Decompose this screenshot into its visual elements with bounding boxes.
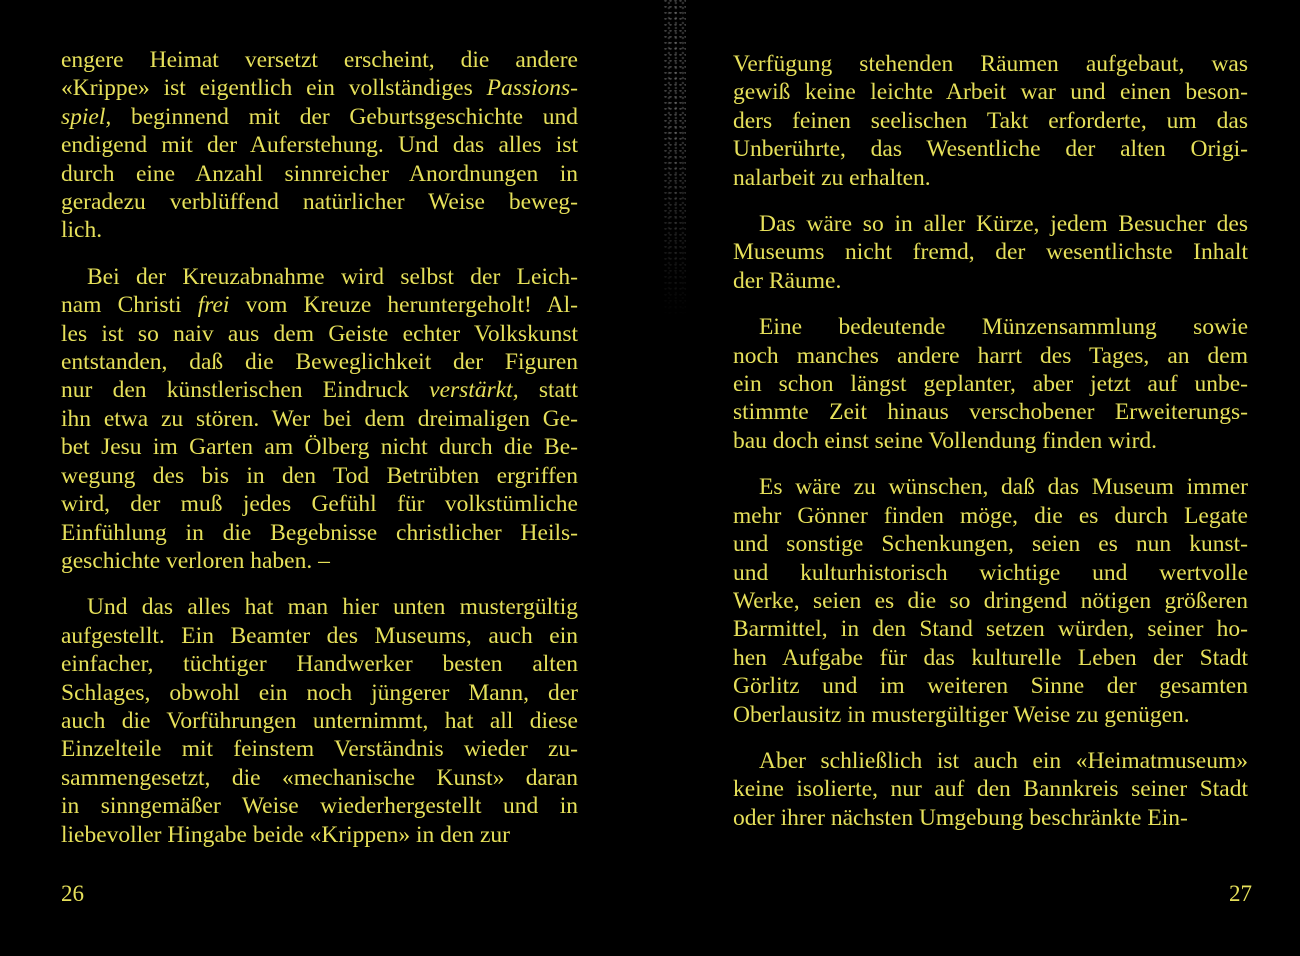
text-line bbox=[733, 370, 1248, 398]
text-line bbox=[61, 519, 578, 547]
left-paragraph bbox=[61, 593, 578, 849]
text-line bbox=[61, 593, 578, 621]
text-line bbox=[61, 46, 578, 74]
text-segment: ihn etwa zu stören. Wer bei dem dreimaligen Ge- bbox=[61, 405, 578, 432]
text-line bbox=[733, 644, 1248, 672]
text-segment: Bei der Kreuzabnahme wird selbst der Leich- bbox=[87, 263, 578, 290]
text-line bbox=[733, 342, 1248, 370]
text-segment: auch die Vorführungen unternimmt, hat all diese bbox=[61, 707, 578, 734]
text-segment: Werke, seien es die so dringend nötigen größeren bbox=[733, 587, 1248, 614]
text-line bbox=[61, 320, 578, 348]
text-line bbox=[733, 313, 1248, 341]
text-segment: lich. bbox=[61, 217, 103, 244]
text-line bbox=[61, 707, 578, 735]
text-line bbox=[733, 398, 1248, 426]
text-line bbox=[733, 804, 1248, 832]
text-segment: Und das alles hat man hier unten mustergültig bbox=[87, 594, 578, 621]
text-segment: «Krippe» ist eigentlich ein vollständiges bbox=[61, 75, 487, 102]
text-line bbox=[733, 502, 1248, 530]
text-segment: Barmittel, in den Stand setzen würden, seiner ho- bbox=[733, 616, 1248, 643]
text-line bbox=[733, 164, 1248, 192]
right-page-number: 27 bbox=[1229, 881, 1252, 906]
text-segment: gewiß keine leichte Arbeit war und einen beson- bbox=[733, 79, 1248, 106]
text-segment: oder ihrer nächsten Umgebung beschränkte Ein- bbox=[733, 804, 1188, 831]
text-segment: sammengesetzt, die «mechanische Kunst» daran bbox=[61, 764, 578, 791]
text-segment: stimmte Zeit hinaus verschobener Erweiterungs- bbox=[733, 399, 1248, 426]
text-line bbox=[733, 559, 1248, 587]
text-segment: Museums nicht fremd, der wesentlichste Inhalt bbox=[733, 239, 1248, 266]
right-paragraph bbox=[733, 50, 1248, 192]
right-paragraph bbox=[733, 313, 1248, 455]
text-segment: durch eine Anzahl sinnreicher Anordnungen in bbox=[61, 160, 578, 187]
text-line bbox=[61, 622, 578, 650]
text-segment: Einfühlung in die Begebnisse christlicher Heils- bbox=[61, 519, 578, 546]
text-line bbox=[733, 238, 1248, 266]
text-segment: Verfügung stehenden Räumen aufgebaut, was bbox=[733, 51, 1248, 77]
right-paragraph bbox=[733, 473, 1248, 729]
text-line bbox=[61, 650, 578, 678]
text-segment: einfacher, tüchtiger Handwerker besten alten bbox=[61, 651, 578, 678]
text-segment: nur den künstlerischen Eindruck bbox=[61, 377, 430, 404]
text-segment: Oberlausitz in mustergültiger Weise zu genügen. bbox=[733, 701, 1190, 728]
left-paragraph bbox=[61, 46, 578, 245]
text-segment: hen Aufgabe für das kulturelle Leben der Stadt bbox=[733, 644, 1248, 671]
right-page bbox=[650, 0, 1300, 956]
text-segment: in sinngemäßer Weise wiederhergestellt und in bbox=[61, 793, 578, 820]
right-page-text bbox=[733, 50, 1248, 850]
text-segment: aufgestellt. Ein Beamter des Museums, auch ein bbox=[61, 622, 578, 649]
text-segment: und kulturhistorisch wichtige und wertvolle bbox=[733, 559, 1248, 586]
text-line bbox=[61, 547, 578, 575]
text-line bbox=[733, 615, 1248, 643]
text-line bbox=[61, 131, 578, 159]
text-line bbox=[733, 530, 1248, 558]
text-segment: entstanden, daß die Beweglichkeit der Figuren bbox=[61, 349, 578, 376]
text-line bbox=[61, 188, 578, 216]
text-line bbox=[61, 792, 578, 820]
italic-text: Passions- bbox=[486, 75, 578, 102]
text-segment: bau doch einst seine Vollendung finden wird. bbox=[733, 427, 1158, 454]
text-line bbox=[733, 107, 1248, 135]
text-line bbox=[733, 50, 1248, 78]
text-segment: Görlitz und im weiteren Sinne der gesamten bbox=[733, 673, 1248, 700]
italic-text: verstärkt, bbox=[429, 377, 519, 404]
text-segment: Unberührte, das Wesentliche der alten Origi- bbox=[733, 136, 1248, 163]
right-paragraph bbox=[733, 210, 1248, 295]
text-segment: Einzelteile mit feinstem Verständnis wieder zu- bbox=[61, 736, 578, 763]
text-line bbox=[61, 263, 578, 291]
text-segment: nalarbeit zu erhalten. bbox=[733, 164, 931, 191]
left-page-number: 26 bbox=[61, 881, 84, 906]
text-line bbox=[733, 701, 1248, 729]
text-line bbox=[733, 672, 1248, 700]
text-segment: vom Kreuze heruntergeholt! Al- bbox=[229, 292, 578, 319]
text-segment: wird, der muß jedes Gefühl für volkstümliche bbox=[61, 491, 578, 518]
text-line bbox=[733, 210, 1248, 238]
text-segment: liebevoller Hingabe beide «Krippen» in den zur bbox=[61, 821, 510, 848]
text-line bbox=[61, 490, 578, 518]
text-line bbox=[733, 427, 1248, 455]
text-line bbox=[61, 291, 578, 319]
text-line bbox=[61, 74, 578, 102]
text-segment: mehr Gönner finden möge, die es durch Legate bbox=[733, 502, 1248, 529]
text-line bbox=[61, 462, 578, 490]
text-line bbox=[61, 821, 578, 849]
italic-text: frei bbox=[197, 292, 230, 319]
text-line bbox=[61, 764, 578, 792]
text-line bbox=[733, 775, 1248, 803]
text-line bbox=[61, 376, 578, 404]
text-segment: les ist so naiv aus dem Geiste echter Volkskunst bbox=[61, 320, 578, 347]
text-segment: Schlages, obwohl ein noch jüngerer Mann, der bbox=[61, 679, 578, 706]
text-line bbox=[61, 679, 578, 707]
text-segment: nam Christi bbox=[61, 292, 198, 319]
text-segment: endigend mit der Auferstehung. Und das alles ist bbox=[61, 132, 578, 159]
text-line bbox=[61, 433, 578, 461]
text-segment: wegung des bis in den Tod Betrübten ergriffen bbox=[61, 462, 578, 489]
text-segment: noch manches andere harrt des Tages, an dem bbox=[733, 342, 1248, 369]
italic-text: spiel, bbox=[61, 103, 112, 130]
text-segment: der Räume. bbox=[733, 267, 842, 294]
text-line bbox=[61, 160, 578, 188]
text-segment: ders feinen seelischen Takt erforderte, um das bbox=[733, 107, 1248, 134]
left-paragraph bbox=[61, 263, 578, 575]
text-line bbox=[733, 587, 1248, 615]
text-segment: Eine bedeutende Münzensammlung sowie bbox=[759, 314, 1248, 341]
text-segment: ein schon längst geplanter, aber jetzt auf unbe- bbox=[733, 371, 1248, 398]
text-line bbox=[61, 216, 578, 244]
text-line bbox=[61, 735, 578, 763]
text-segment: beginnend mit der Geburtsgeschichte und bbox=[111, 103, 578, 130]
right-paragraph bbox=[733, 747, 1248, 832]
text-line bbox=[61, 405, 578, 433]
text-segment: geschichte verloren haben. – bbox=[61, 547, 330, 574]
text-segment: Aber schließlich ist auch ein «Heimatmuseum» bbox=[759, 747, 1248, 774]
text-line bbox=[733, 747, 1248, 775]
left-page-text bbox=[61, 46, 578, 867]
text-line bbox=[733, 135, 1248, 163]
text-line bbox=[733, 267, 1248, 295]
text-segment: bet Jesu im Garten am Ölberg nicht durch die Be- bbox=[61, 434, 578, 461]
text-segment: und sonstige Schenkungen, seien es nun kunst- bbox=[733, 531, 1248, 558]
text-line bbox=[733, 473, 1248, 501]
text-line bbox=[733, 78, 1248, 106]
text-line bbox=[61, 348, 578, 376]
text-line bbox=[61, 103, 578, 131]
text-segment: keine isolierte, nur auf den Bannkreis seiner Stadt bbox=[733, 776, 1248, 803]
text-segment: geradezu verblüffend natürlicher Weise beweg- bbox=[61, 189, 578, 216]
text-segment: engere Heimat versetzt erscheint, die andere bbox=[61, 47, 578, 73]
text-segment: Es wäre zu wünschen, daß das Museum immer bbox=[759, 474, 1248, 501]
text-segment: statt bbox=[518, 377, 578, 404]
text-segment: Das wäre so in aller Kürze, jedem Besucher des bbox=[759, 211, 1248, 238]
